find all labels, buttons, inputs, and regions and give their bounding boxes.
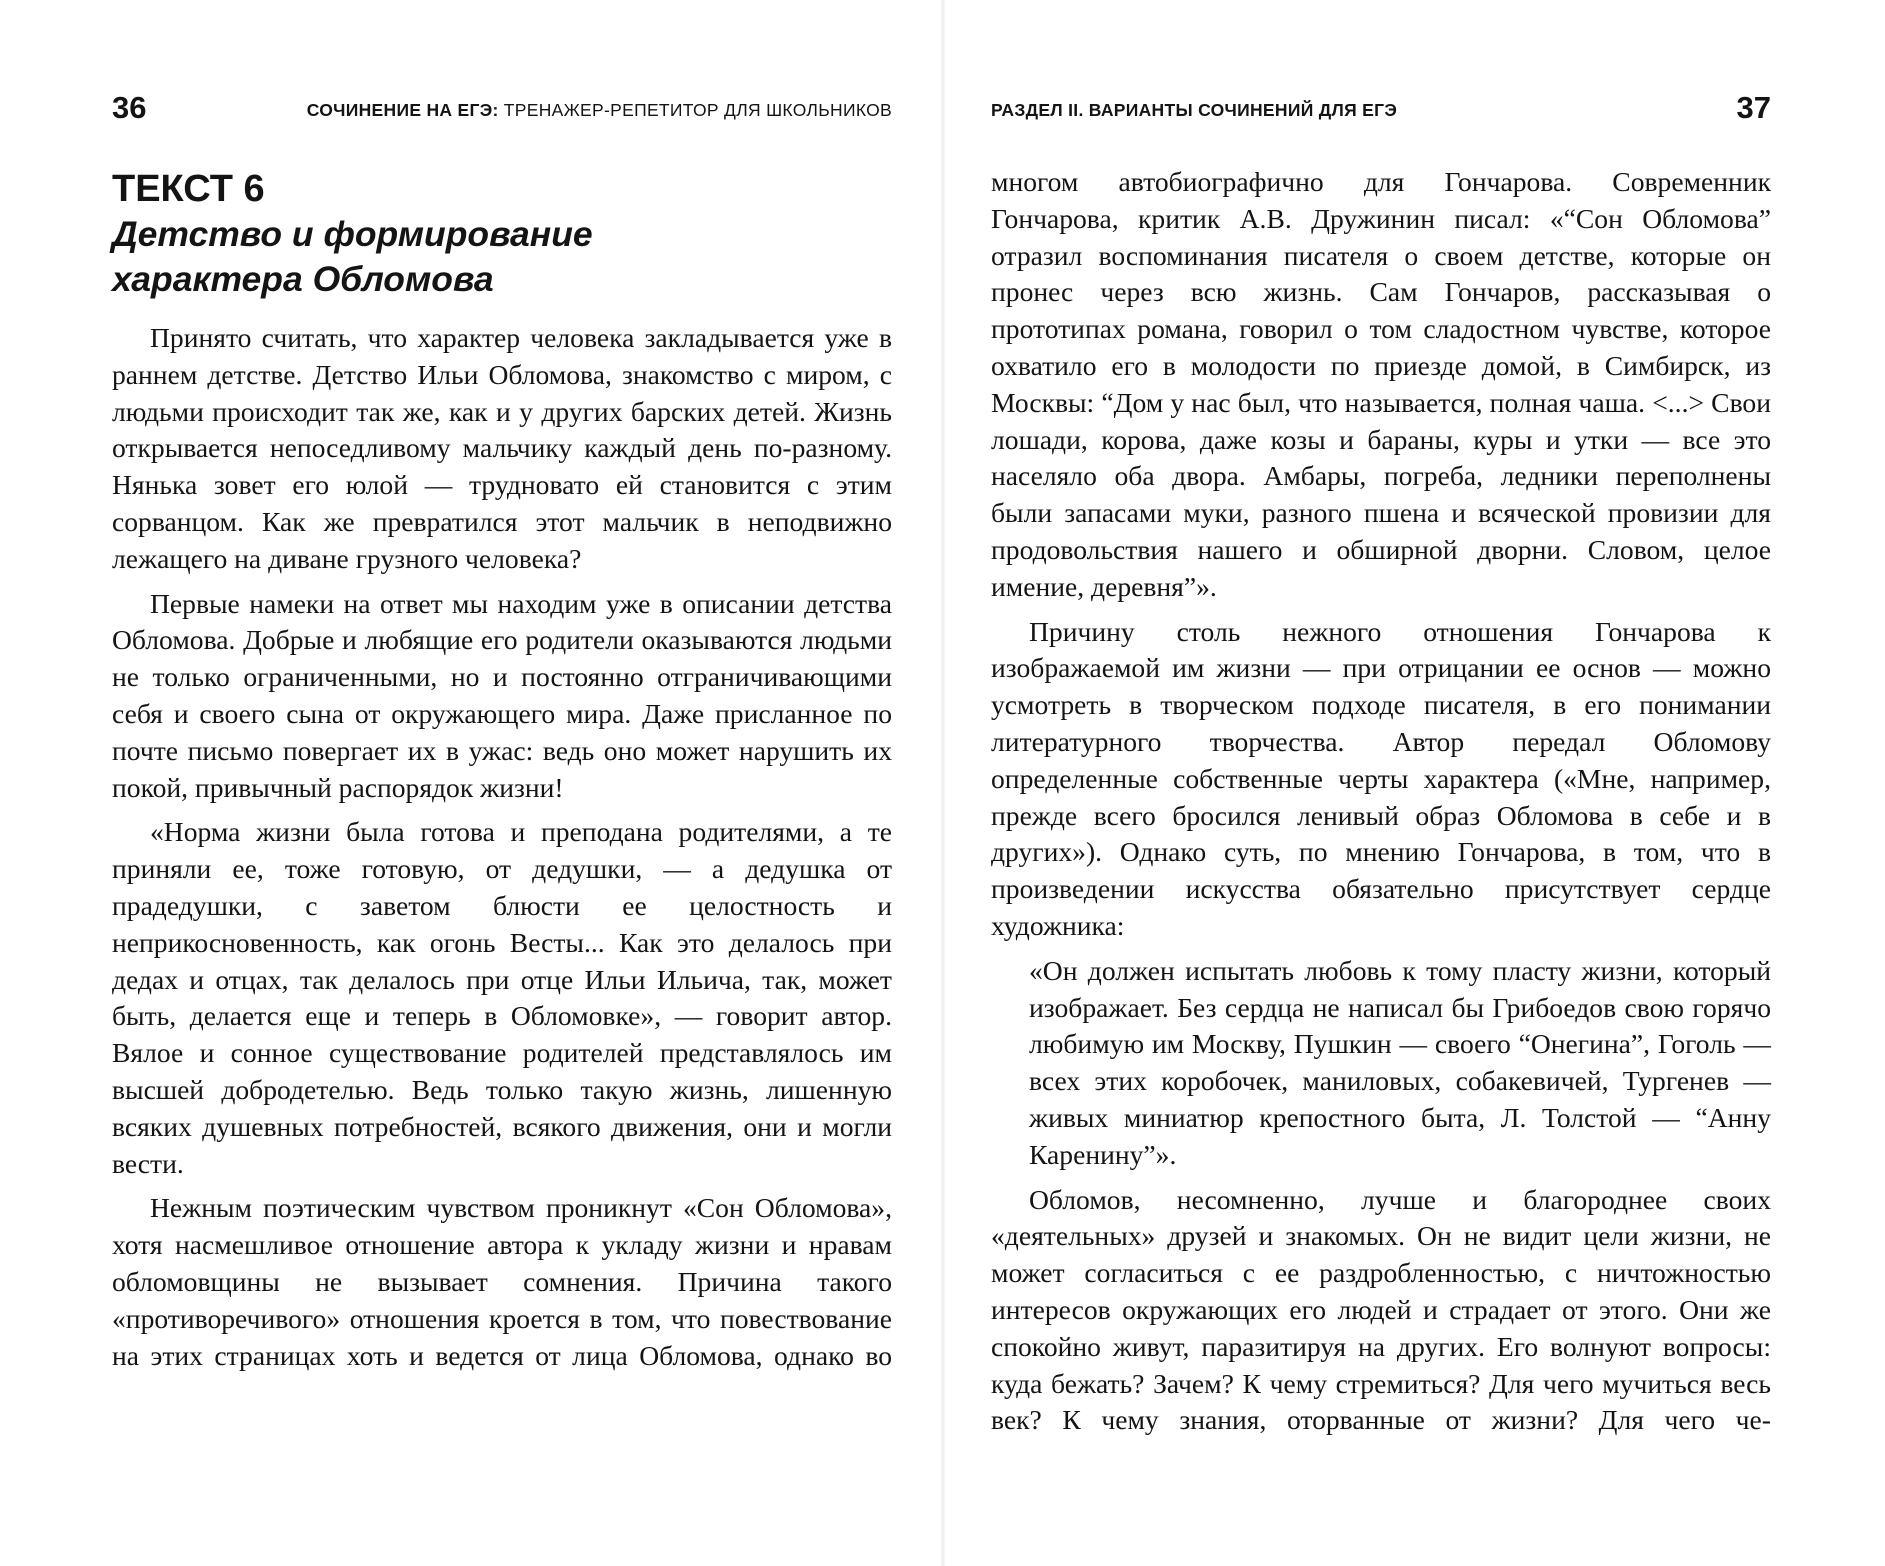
paragraph: Причину столь нежного отношения Гончарова к изображаемой им жизни — при отрицании ее основ — можно усмотреть в творческом подходе писателя, в его понимании литературного творчества. Автор передал Обломову определенные собственные черты характера («Мне, например, прежде всего бросился ленивый образ Обломова в себе и в других»). Однако суть, по мнению Гончарова, в том, что в произведении искусства обязательно присутствует сердце художника: xyxy=(991,615,1771,941)
page-number-right: 37 xyxy=(1736,90,1771,125)
running-head-left xyxy=(112,90,892,130)
right-text-column xyxy=(991,164,1771,1439)
right-page xyxy=(943,0,1885,1566)
chapter-title-line-1: Детство и формирование xyxy=(112,214,593,254)
paragraph: Нежным поэтическим чувством проникнут «Сон Обломова», хотя насмешливое отношение автора к укладу жизни и нравам обломовщины не вызывает сомнения. Причина такого «противоречивого» отношения кроется в том, что повествование на этих страницах хоть и ведется от лица Обломова, однако во xyxy=(112,1192,892,1371)
running-head-title-left xyxy=(307,99,892,121)
running-head-right xyxy=(991,90,1771,130)
quote-paragraph: «Норма жизни была готова и преподана родителями, а те приняли ее, тоже готовую, от дедушки, — а дедушка от прадедушки, с заветом блюсти ее целостность и неприкосновенность, как огонь Весты... Как это делалось при дедах и отцах, так делалось при отце Ильи Ильича, так, может быть, делается еще и теперь в Обломовке», — говорит автор. Вялое и сонное существование родителей представлялось им высшей добродетелью. Ведь только такую жизнь, лишенную всяких душевных потребностей, всякого движения, они и могли вести. xyxy=(112,816,892,1179)
chapter-heading xyxy=(112,166,912,302)
left-text-column xyxy=(112,320,892,1374)
page-number-left: 36 xyxy=(112,90,147,125)
text-number-heading: ТЕКСТ 6 xyxy=(112,168,265,210)
left-page xyxy=(0,0,942,1566)
paragraph: Обломов, несомненно, лучше и благороднее своих «деятельных» друзей и знакомых. Он не видит цели жизни, не может согласиться с ее раздробленностью, с ничтожностью интересов окружающих его людей и страдает от этого. Они же спокойно живут, паразитируя на других. Его волнуют вопросы: куда бежать? Зачем? К чему стремиться? Для чего мучиться весь век? К чему знания, оторванные от жизни? Для чего че- xyxy=(991,1183,1771,1436)
running-head-bold-part: СОЧИНЕНИЕ НА ЕГЭ: xyxy=(306,100,499,120)
running-head-regular-part: ТРЕНАЖЕР-РЕПЕТИТОР ДЛЯ ШКОЛЬНИКОВ xyxy=(498,100,892,120)
running-head-title-right: РАЗДЕЛ II. ВАРИАНТЫ СОЧИНЕНИЙ ДЛЯ ЕГЭ xyxy=(991,100,1398,120)
chapter-title-line-2: характера Обломова xyxy=(112,259,494,299)
paragraph: Принято считать, что характер человека закладывается уже в раннем детстве. Детство Ильи Обломова, знакомство с миром, с людьми происходит так же, как и у других барских детей. Жизнь открывается непоседливому мальчику каждый день по-разному. Нянька зовет его юлой — трудновато ей становится с этим сорванцом. Как же превратился этот мальчик в неподвижно лежащего на диване грузного человека? xyxy=(112,322,892,574)
block-quote: «Он должен испытать любовь к тому пласту жизни, который изображает. Без сердца не написал бы Грибоедов свою горячо любимую им Москву, Пушкин — своего “Онегина”, Гоголь — всех этих коробочек, маниловых, собакевичей, Тургенев — живых миниатюр крепостного быта, Л. Толстой — “Анну Каренину”». xyxy=(1029,954,1771,1170)
paragraph: Первые намеки на ответ мы находим уже в описании детства Обломова. Добрые и любящие его родители оказываются людьми не только ограниченными, но и постоянно отграничивающими себя и своего сына от окружающего мира. Даже присланное по почте письмо повергает их в ужас: ведь оно может нарушить их покой, привычный распорядок жизни! xyxy=(112,587,892,803)
continued-paragraph: многом автобиографично для Гончарова. Современник Гончарова, критик А.В. Дружинин писал: «“Сон Обломова” отразил воспоминания писателя о своем детстве, которые он пронес через всю жизнь. Сам Гончаров, рассказывая о прототипах романа, говорил о том сладостном чувстве, которое охватило его в молодости по приезде домой, в Симбирск, из Москвы: “Дом у нас был, что называется, полная чаша. <...> Свои лошади, корова, даже козы и бараны, куры и утки — все это населяло оба двора. Амбары, погреба, ледники переполнены были запасами муки, разного пшена и всяческой провизии для продовольствия нашего и обширной дворни. Словом, целое имение, деревня”». xyxy=(991,166,1771,602)
